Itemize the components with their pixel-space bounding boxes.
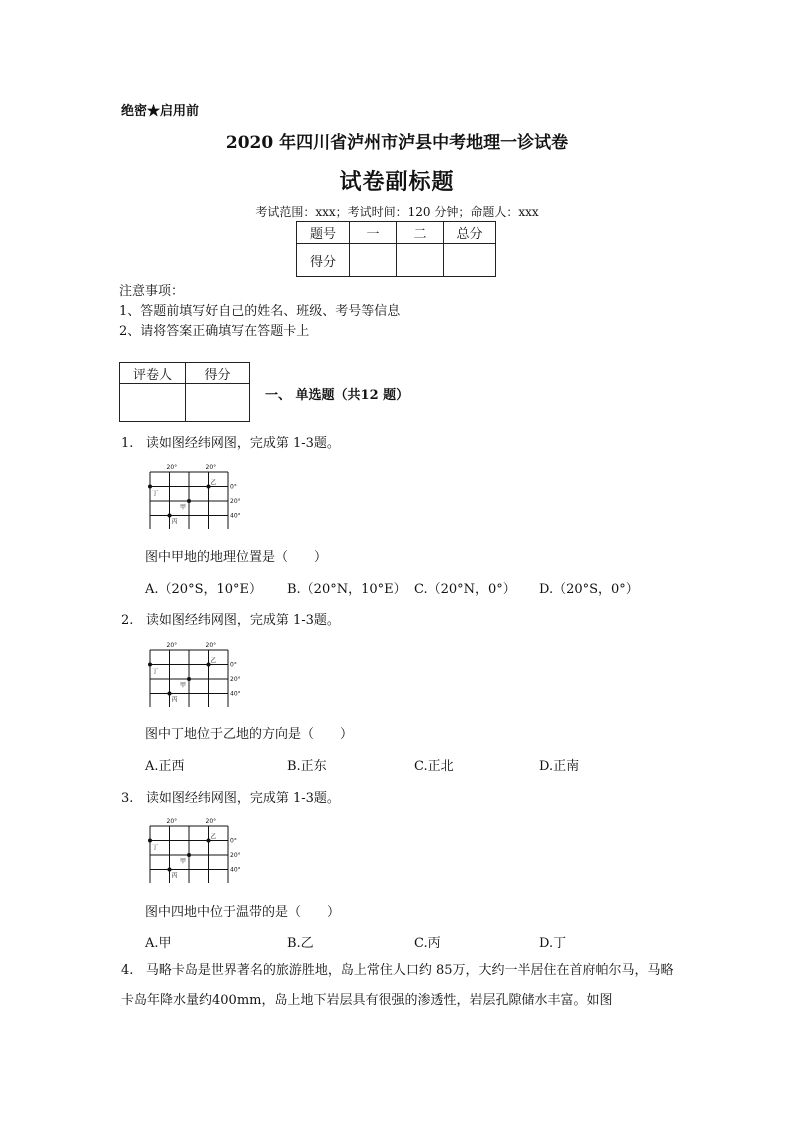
point-bing-label: 丙 bbox=[171, 872, 178, 880]
question-3-option-a[interactable]: A.甲 bbox=[145, 936, 172, 951]
grader-table bbox=[119, 362, 250, 422]
latitude-label: 40° bbox=[230, 866, 241, 874]
grader-header-cell: 评卷人 bbox=[120, 363, 186, 384]
point-jia-label: 甲 bbox=[180, 858, 187, 865]
point-ding bbox=[148, 663, 152, 667]
score-header-cell: 一 bbox=[350, 222, 397, 244]
point-bing bbox=[168, 514, 172, 518]
question-2-option-d[interactable]: D.正南 bbox=[539, 759, 580, 774]
longitude-label: 20° bbox=[166, 464, 178, 471]
question-3-option-c[interactable]: C.丙 bbox=[414, 936, 441, 951]
confidential-mark: 绝密★启用前 bbox=[121, 104, 200, 119]
latlong-grid-map bbox=[145, 639, 245, 707]
question-2-option-a[interactable]: A.正西 bbox=[145, 759, 185, 774]
score-header-cell: 题号 bbox=[297, 222, 350, 244]
point-bing bbox=[168, 868, 172, 872]
point-jia-label: 甲 bbox=[180, 504, 187, 511]
question-3-option-b[interactable]: B.乙 bbox=[287, 936, 314, 951]
point-yi-label: 乙 bbox=[210, 657, 217, 665]
grader-cell bbox=[186, 384, 250, 422]
question-3-option-d[interactable]: D.丁 bbox=[539, 936, 567, 951]
latitude-label: 20° bbox=[230, 676, 241, 683]
score-row-label: 得分 bbox=[297, 244, 350, 277]
point-jia bbox=[187, 677, 191, 681]
longitude-label: 20° bbox=[166, 818, 178, 825]
latitude-label: 0° bbox=[230, 661, 237, 669]
exam-title: 2020 年四川省泸州市泸县中考地理一诊试卷 bbox=[225, 133, 569, 153]
notes-title: 注意事项： bbox=[119, 284, 185, 299]
question-number: 1. bbox=[121, 436, 134, 451]
exam-subtitle: 试卷副标题 bbox=[339, 169, 455, 195]
score-cell bbox=[397, 244, 444, 277]
longitude-label: 20° bbox=[205, 818, 217, 825]
question-2-stem: 图中丁地位于乙地的方向是（ ） bbox=[145, 727, 354, 742]
score-header-cell: 二 bbox=[397, 222, 444, 244]
longitude-label: 20° bbox=[205, 464, 217, 471]
question-3-intro bbox=[121, 787, 340, 806]
latlong-grid-map bbox=[145, 815, 245, 883]
latitude-label: 20° bbox=[230, 498, 241, 505]
question-1-option-c[interactable]: C.（20°N，0°） bbox=[414, 582, 516, 597]
exam-info: 考试范围：xxx；考试时间：120 分钟；命题人：xxx bbox=[255, 205, 539, 219]
point-ding-label: 丁 bbox=[152, 844, 159, 852]
point-yi-label: 乙 bbox=[210, 479, 217, 487]
score-table bbox=[296, 221, 496, 277]
question-1-intro bbox=[121, 432, 340, 451]
question-number: 4. bbox=[121, 963, 134, 978]
question-3-stem: 图中四地中位于温带的是（ ） bbox=[145, 905, 341, 920]
point-ding-label: 丁 bbox=[152, 668, 159, 676]
question-2-option-b[interactable]: B.正东 bbox=[287, 759, 327, 774]
grader-cell bbox=[120, 384, 186, 422]
question-4-paragraph bbox=[121, 956, 681, 1016]
longitude-label: 20° bbox=[205, 642, 217, 649]
point-bing bbox=[168, 692, 172, 696]
point-bing-label: 丙 bbox=[171, 518, 178, 526]
score-cell bbox=[444, 244, 496, 277]
notes-item: 2、请将答案正确填写在答题卡上 bbox=[119, 324, 310, 339]
score-cell bbox=[350, 244, 397, 277]
question-1-option-b[interactable]: B.（20°N，10°E） bbox=[287, 582, 407, 597]
section-title: 一、 单选题（共12 题） bbox=[265, 388, 410, 403]
point-jia bbox=[187, 499, 191, 503]
question-number: 3. bbox=[121, 791, 134, 806]
question-intro: 读如图经纬网图，完成第 1-3题。 bbox=[145, 436, 340, 451]
point-bing-label: 丙 bbox=[171, 696, 178, 704]
point-jia bbox=[187, 853, 191, 857]
latlong-grid-map bbox=[145, 461, 245, 529]
question-1-option-d[interactable]: D.（20°S，0°） bbox=[539, 582, 639, 597]
point-ding bbox=[148, 839, 152, 843]
question-2-option-c[interactable]: C.正北 bbox=[414, 759, 454, 774]
longitude-label: 20° bbox=[166, 642, 178, 649]
question-intro: 读如图经纬网图，完成第 1-3题。 bbox=[145, 791, 340, 806]
question-2-intro bbox=[121, 609, 340, 628]
point-ding bbox=[148, 485, 152, 489]
question-1-stem: 图中甲地的地理位置是（ ） bbox=[145, 550, 328, 565]
point-jia-label: 甲 bbox=[180, 682, 187, 689]
score-header-cell: 总分 bbox=[444, 222, 496, 244]
latitude-label: 40° bbox=[230, 690, 241, 698]
latitude-label: 0° bbox=[230, 483, 237, 491]
question-number: 2. bbox=[121, 613, 134, 628]
latitude-label: 20° bbox=[230, 852, 241, 859]
latitude-label: 0° bbox=[230, 837, 237, 845]
notes bbox=[119, 282, 400, 342]
point-yi-label: 乙 bbox=[210, 833, 217, 841]
grader-header-cell: 得分 bbox=[186, 363, 250, 384]
question-intro: 读如图经纬网图，完成第 1-3题。 bbox=[145, 613, 340, 628]
question-text: 马略卡岛是世界著名的旅游胜地，岛上常住人口约 85万，大约一半居住在首府帕尔马，马略卡岛年降水量约400mm，岛上地下岩层具有很强的渗透性，岩层孔隙储水丰富。如图 bbox=[121, 963, 674, 1008]
notes-item: 1、答题前填写好自己的姓名、班级、考号等信息 bbox=[119, 304, 401, 319]
question-1-option-a[interactable]: A.（20°S，10°E） bbox=[145, 582, 263, 597]
point-ding-label: 丁 bbox=[152, 490, 159, 498]
latitude-label: 40° bbox=[230, 512, 241, 520]
